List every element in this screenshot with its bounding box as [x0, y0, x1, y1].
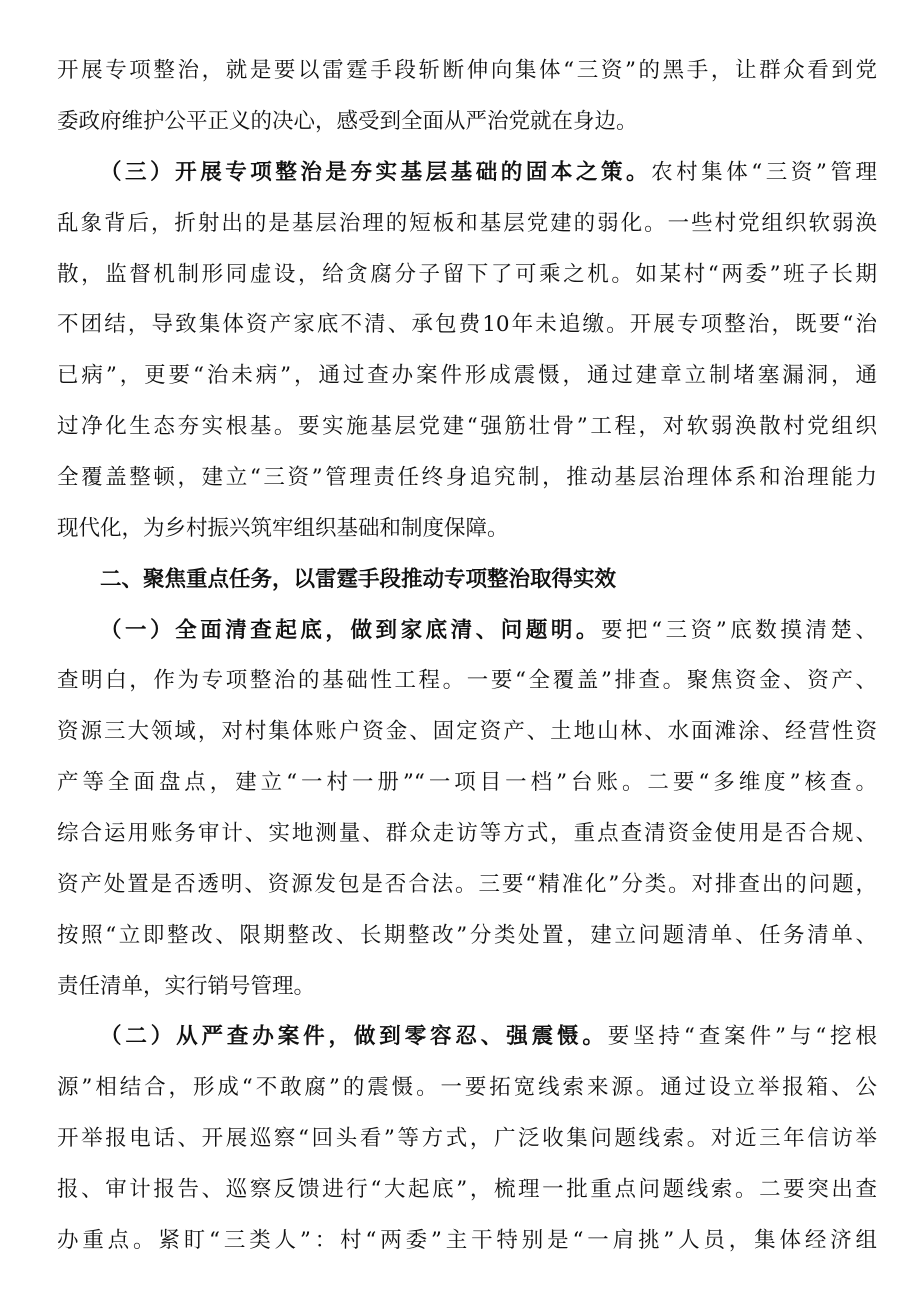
section-heading: （一）全面清查起底，做到家底清、问题明。: [100, 618, 601, 643]
paragraph-line: 不团结，导致集体资产家底不清、承包费10年未追缴。开展专项整治，既要“治: [57, 312, 877, 337]
paragraph-line: 过净化生态夯实根基。要实施基层党建“强筋壮骨”工程，对软弱涣散村党组织: [57, 414, 877, 439]
chapter-heading-line: [100, 560, 877, 600]
paragraph-line: 产等全面盘点，建立“一村一册”“一项目一档”台账。二要“多维度”核查。: [57, 770, 877, 795]
paragraph-line: 已病”，更要“治未病”，通过查办案件形成震慑，通过建章立制堵塞漏洞，通: [57, 363, 877, 388]
section-heading-line: （三）开展专项整治是夯实基层基础的固本之策。农村集体“三资”管理: [100, 160, 877, 185]
paragraph-line: 开举报电话、开展巡察“回头看”等方式，广泛收集问题线索。对近三年信访举: [57, 1126, 877, 1151]
paragraph-line: 开展专项整治，就是要以雷霆手段斩断伸向集体“三资”的黑手，让群众看到党: [57, 58, 877, 83]
paragraph-line: 查明白，作为专项整治的基础性工程。一要“全覆盖”排查。聚焦资金、资产、: [57, 668, 877, 693]
section-heading: （二）从严查办案件，做到零容忍、强震慑。: [100, 1024, 608, 1049]
paragraph-line: 责任清单，实行销号管理。: [57, 974, 316, 999]
section-heading-line: （二）从严查办案件，做到零容忍、强震慑。要坚持“查案件”与“挖根: [100, 1024, 877, 1049]
paragraph-line: 全覆盖整顿，建立“三资”管理责任终身追究制，推动基层治理体系和治理能力: [57, 465, 877, 490]
paragraph-line: 按照“立即整改、限期整改、长期整改”分类处置，建立问题清单、任务清单、: [57, 923, 877, 948]
paragraph-line: 办重点。紧盯“三类人”：村“两委”主干特别是“一肩挑”人员，集体经济组: [57, 1228, 877, 1253]
paragraph-line: 源”相结合，形成“不敢腐”的震慑。一要拓宽线索来源。通过设立举报箱、公: [57, 1075, 877, 1100]
section-heading: （三）开展专项整治是夯实基层基础的固本之策。: [100, 160, 652, 185]
paragraph-line: 乱象背后，折射出的是基层治理的短板和基层党建的弱化。一些村党组织软弱涣: [57, 211, 877, 236]
chapter-heading: 二、聚焦重点任务，以雷霆手段推动专项整治取得实效: [100, 567, 617, 592]
paragraph-line: 资源三大领域，对村集体账户资金、固定资产、土地山林、水面滩涂、经营性资: [57, 719, 877, 744]
paragraph-line: 资产处置是否透明、资源发包是否合法。三要“精准化”分类。对排查出的问题，: [57, 872, 877, 897]
paragraph-line: 委政府维护公平正义的决心，感受到全面从严治党就在身边。: [57, 109, 638, 134]
paragraph-line: 综合运用账务审计、实地测量、群众走访等方式，重点查清资金使用是否合规、: [57, 821, 877, 846]
paragraph-line: 现代化，为乡村振兴筑牢组织基础和制度保障。: [57, 516, 509, 541]
paragraph-line: 散，监督机制形同虚设，给贪腐分子留下了可乘之机。如某村“两委”班子长期: [57, 262, 877, 287]
section-heading-line: （一）全面清查起底，做到家底清、问题明。要把“三资”底数摸清楚、: [100, 618, 877, 643]
paragraph-line: 报、审计报告、巡察反馈进行“大起底”，梳理一批重点问题线索。二要突出查: [57, 1177, 877, 1202]
